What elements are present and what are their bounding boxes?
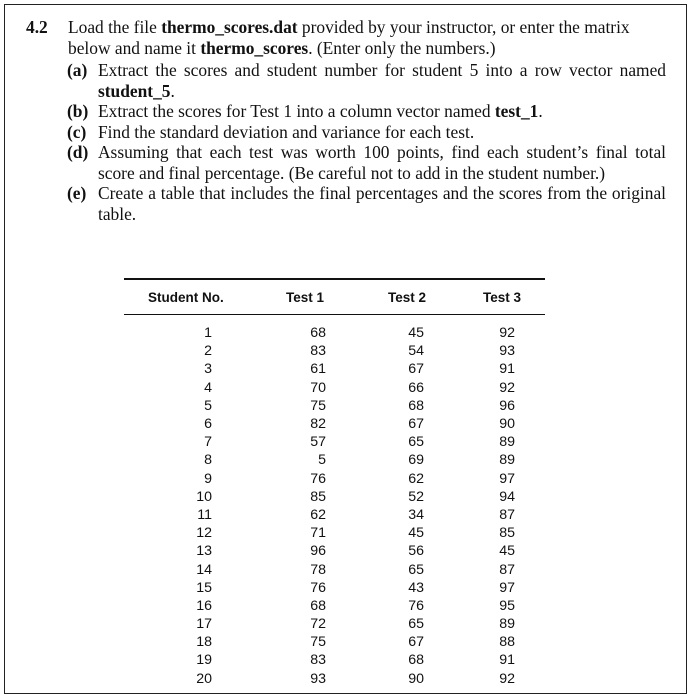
- table-row: [124, 488, 545, 506]
- table-row: [124, 324, 545, 342]
- part-letter: (c): [67, 121, 87, 142]
- cell-test-1: 83: [310, 343, 326, 360]
- cell-student-no: 14: [196, 561, 212, 578]
- table-row: [124, 342, 545, 360]
- part-text: Create a table that includes the final percentages and the scores from the original table.: [98, 183, 666, 224]
- scores-table: [124, 278, 545, 688]
- cell-test-2: 65: [408, 561, 424, 578]
- table-row: [124, 542, 545, 560]
- cell-test-1: 82: [310, 416, 326, 433]
- cell-test-1: 68: [310, 597, 326, 614]
- cell-test-2: 76: [408, 597, 424, 614]
- cell-test-3: 45: [499, 543, 515, 560]
- intro-text-1: Load the file: [68, 17, 162, 37]
- cell-test-2: 52: [408, 488, 424, 505]
- cell-test-2: 34: [408, 506, 424, 523]
- part-d: [26, 142, 666, 183]
- cell-test-3: 91: [499, 652, 515, 669]
- table-row: [124, 379, 545, 397]
- header-test-1: Test 1: [285, 289, 324, 305]
- cell-test-3: 92: [499, 325, 515, 342]
- cell-test-3: 97: [499, 470, 515, 487]
- cell-test-3: 92: [499, 670, 515, 687]
- cell-student-no: 16: [196, 597, 212, 614]
- cell-test-2: 65: [408, 434, 424, 451]
- cell-test-3: 89: [499, 616, 515, 633]
- table-body: [124, 315, 545, 688]
- cell-test-1: 62: [310, 506, 326, 523]
- cell-test-3: 96: [499, 397, 515, 414]
- problem-parts: [26, 60, 666, 224]
- table-row: [124, 579, 545, 597]
- part-b: [26, 101, 666, 122]
- cell-test-3: 95: [499, 597, 515, 614]
- problem-number: 4.2: [26, 17, 48, 37]
- part-text-end: .: [170, 80, 175, 101]
- cell-test-1: 70: [310, 379, 326, 396]
- table-row: [124, 651, 545, 669]
- cell-test-3: 90: [499, 416, 515, 433]
- table-row: [124, 506, 545, 524]
- table-row: [124, 670, 545, 688]
- part-text: Assuming that each test was worth 100 points, find each student’s final total score and final percentage. (Be careful not to add in the student number.): [98, 142, 666, 183]
- part-bold: student_5: [98, 80, 171, 101]
- header-test-3: Test 3: [482, 289, 521, 305]
- cell-test-2: 66: [408, 379, 424, 396]
- cell-student-no: 19: [196, 652, 212, 669]
- cell-test-2: 69: [408, 452, 424, 469]
- table-row: [124, 360, 545, 378]
- cell-test-1: 68: [310, 325, 326, 342]
- intro-text-2: provided by your instructor, or enter the matrix below and name it: [68, 17, 630, 58]
- part-letter: (a): [67, 60, 88, 80]
- cell-student-no: 9: [204, 470, 212, 487]
- part-c: [26, 122, 666, 143]
- cell-test-2: 67: [408, 361, 424, 378]
- cell-test-3: 89: [499, 434, 515, 451]
- cell-test-1: 61: [310, 361, 326, 378]
- table-header: [124, 280, 545, 314]
- cell-test-2: 90: [408, 670, 424, 687]
- cell-test-3: 89: [499, 452, 515, 469]
- cell-test-1: 5: [318, 452, 326, 469]
- part-text-end: .: [538, 101, 543, 121]
- cell-test-3: 87: [499, 561, 515, 578]
- cell-test-1: 76: [310, 470, 326, 487]
- part-e: [26, 183, 666, 224]
- cell-test-3: 88: [499, 634, 515, 651]
- cell-test-1: 75: [310, 397, 326, 414]
- table-row: [124, 560, 545, 578]
- cell-student-no: 13: [196, 543, 212, 560]
- table-row: [124, 433, 545, 451]
- part-a: [26, 60, 666, 101]
- problem-statement: [26, 17, 666, 58]
- cell-test-3: 85: [499, 525, 515, 542]
- table-row: [124, 597, 545, 615]
- part-letter: (d): [67, 142, 89, 162]
- cell-student-no: 10: [196, 488, 212, 505]
- part-text: Extract the scores and student number for student 5 into a row vector named: [98, 60, 666, 80]
- cell-student-no: 3: [204, 361, 212, 378]
- cell-student-no: 6: [204, 416, 212, 433]
- cell-test-2: 68: [408, 397, 424, 414]
- cell-student-no: 2: [204, 343, 212, 360]
- cell-test-1: 93: [310, 670, 326, 687]
- cell-test-2: 65: [408, 616, 424, 633]
- cell-student-no: 20: [196, 670, 212, 687]
- part-letter: (b): [67, 101, 89, 121]
- part-letter: (e): [67, 183, 87, 203]
- cell-test-1: 57: [310, 434, 326, 451]
- cell-test-2: 43: [408, 579, 424, 596]
- intro-text-3: . (Enter only the numbers.): [308, 37, 496, 58]
- table-row: [124, 524, 545, 542]
- cell-test-3: 91: [499, 361, 515, 378]
- header-test-2: Test 2: [387, 289, 426, 305]
- cell-student-no: 11: [197, 506, 212, 523]
- part-text: Find the standard deviation and variance for each test.: [98, 121, 475, 142]
- cell-test-3: 87: [499, 506, 515, 523]
- matrix-name: thermo_scores: [200, 37, 309, 58]
- cell-test-3: 93: [499, 343, 515, 360]
- cell-test-3: 97: [499, 579, 515, 596]
- cell-test-3: 94: [499, 488, 515, 505]
- cell-student-no: 8: [204, 452, 212, 469]
- cell-test-1: 96: [310, 543, 326, 560]
- part-bold: test_1: [494, 101, 539, 121]
- cell-test-2: 68: [408, 652, 424, 669]
- part-text: Extract the scores for Test 1 into a column vector named: [98, 101, 495, 121]
- cell-test-1: 83: [310, 652, 326, 669]
- header-student-no: Student No.: [148, 289, 224, 305]
- cell-test-1: 75: [310, 634, 326, 651]
- cell-student-no: 17: [196, 616, 212, 633]
- cell-test-1: 71: [310, 525, 326, 542]
- cell-test-2: 67: [408, 634, 424, 651]
- table-row: [124, 451, 545, 469]
- cell-test-1: 78: [310, 561, 326, 578]
- table-row: [124, 633, 545, 651]
- cell-test-2: 67: [408, 416, 424, 433]
- table-row: [124, 470, 545, 488]
- cell-student-no: 15: [196, 579, 212, 596]
- file-name: thermo_scores.dat: [161, 17, 298, 37]
- problem-4-2: [26, 17, 666, 224]
- cell-test-1: 72: [310, 616, 326, 633]
- cell-test-2: 62: [408, 470, 424, 487]
- cell-test-2: 45: [408, 325, 424, 342]
- table-row: [124, 397, 545, 415]
- cell-student-no: 1: [204, 325, 212, 342]
- cell-test-1: 85: [310, 488, 326, 505]
- cell-student-no: 5: [204, 397, 212, 414]
- cell-student-no: 7: [204, 434, 212, 451]
- cell-student-no: 4: [204, 379, 212, 396]
- table-row: [124, 615, 545, 633]
- cell-student-no: 12: [196, 525, 212, 542]
- cell-test-2: 56: [408, 543, 424, 560]
- cell-test-2: 45: [408, 525, 424, 542]
- cell-test-2: 54: [408, 343, 424, 360]
- cell-test-3: 92: [499, 379, 515, 396]
- cell-student-no: 18: [196, 634, 212, 651]
- table-row: [124, 415, 545, 433]
- cell-test-1: 76: [310, 579, 326, 596]
